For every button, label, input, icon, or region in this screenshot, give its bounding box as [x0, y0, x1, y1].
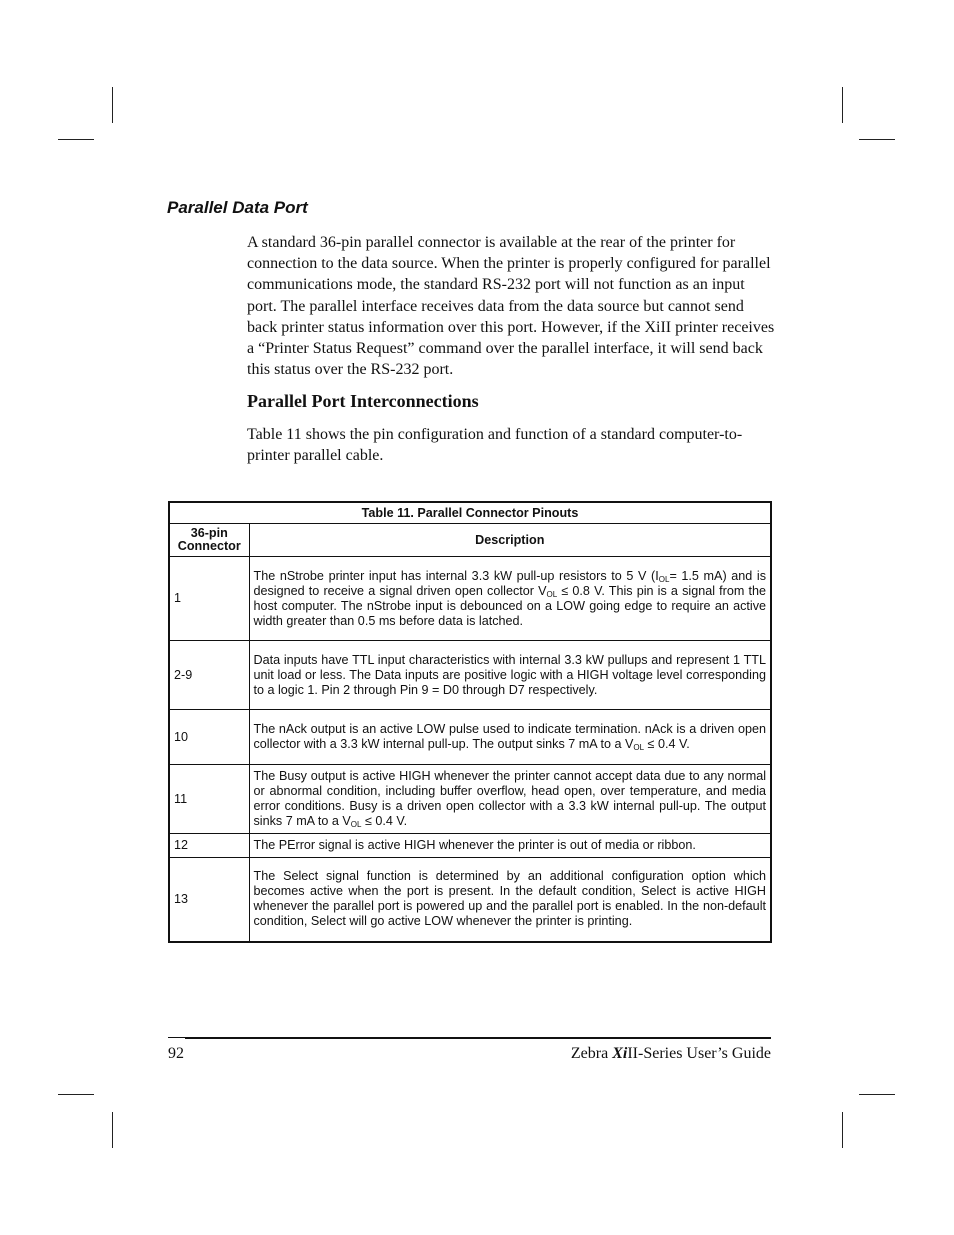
desc-text: The nStrobe printer input has internal 3.3 kW pull-up resistors to 5 V (I	[253, 568, 659, 583]
crop-mark	[859, 139, 895, 140]
subscript: OL	[633, 743, 645, 752]
pin-cell: 1	[169, 557, 249, 641]
pin-cell: 13	[169, 858, 249, 942]
guide-xi: Xi	[612, 1045, 628, 1062]
description-cell	[249, 710, 771, 765]
column-header-pin	[169, 524, 249, 557]
description-cell	[249, 641, 771, 710]
guide-prefix: Zebra	[570, 1045, 613, 1062]
subscript: OL	[658, 574, 670, 584]
desc-text: The Select signal function is determined by an additional configuration option which becomes active when the port is present. In the default condition, Select is active HIGH whenever the parallel port is powered up and the parallel port is enabled. In the non-default condition, Select will go active LOW whenever the printer is printing.	[253, 869, 766, 929]
subsection-title: Parallel Port Interconnections	[247, 391, 479, 411]
desc-text: Data inputs have TTL input characteristics with internal 3.3 kW pullups and represent 1 TTL unit load or less. The Data inputs are positive logic with a HIGH voltage level corresponding to a logic 1. Pin 2 through Pin 9 = D0 through D7 respectively.	[253, 652, 766, 697]
crop-mark	[112, 1112, 113, 1148]
table-row	[169, 710, 771, 765]
column-header-pin-line1: 36-pin	[190, 526, 228, 540]
crop-mark	[859, 1094, 895, 1095]
running-footer	[571, 1045, 771, 1063]
desc-text: ≤ 0.8 V. This pin is a signal from the host computer. The nStrobe input is debounced on a LOW going edge to require an active width greater than 0.5 ms before data is latched.	[253, 583, 767, 628]
guide-suffix: II-Series User’s Guide	[627, 1045, 771, 1062]
table-row	[169, 641, 771, 710]
description-cell	[249, 834, 771, 858]
description-cell	[249, 858, 771, 942]
desc-text: The nAck output is an active LOW pulse used to indicate termination. nAck is a driven open collector with a 3.3 kW internal pull-up. The output sinks 7 mA to a V	[253, 722, 766, 751]
table-row	[169, 858, 771, 942]
pin-cell: 2-9	[169, 641, 249, 710]
crop-mark	[112, 87, 113, 123]
desc-text: ≤ 0.4 V.	[647, 737, 690, 751]
description-cell	[249, 765, 771, 834]
table-row	[169, 834, 771, 858]
column-header-pin-line2: Connector	[177, 539, 241, 553]
desc-text: = 1.5 mA) and is designed to receive a signal driven open collector V	[253, 568, 766, 598]
subsection-paragraph-text: Table 11 shows the pin configuration and function of a standard computer-to-printer parallel cable.	[247, 426, 743, 465]
pin-cell: 11	[169, 765, 249, 834]
table-caption-row	[169, 502, 771, 524]
page-number: 92	[168, 1045, 184, 1062]
crop-mark	[842, 87, 843, 123]
description-cell	[249, 557, 771, 641]
column-header-description: Description	[249, 524, 771, 557]
subscript: OL	[350, 820, 362, 829]
pinouts-table	[168, 501, 772, 943]
table-row	[169, 765, 771, 834]
table-caption: Table 11. Parallel Connector Pinouts	[169, 502, 771, 524]
footer-rule	[168, 1037, 188, 1038]
crop-mark	[842, 1112, 843, 1148]
table-row	[169, 557, 771, 641]
desc-text: The Busy output is active HIGH whenever the printer cannot accept data due to any normal or abnormal condition, including buffer overflow, head open, over temperature, and media error conditions. Busy is a driven open collector with a 3.3 kW internal pull-up. The output sinks 7 mA to a V	[253, 769, 766, 828]
section-title: Parallel Data Port	[167, 198, 308, 217]
subscript: OL	[546, 589, 558, 599]
crop-mark	[58, 1094, 94, 1095]
intro-paragraph-text: A standard 36-pin parallel connector is available at the rear of the printer for connection to the data source. When the printer is properly configured for parallel communications mode, the standard RS-232 port will not function as an input port. The parallel interface receives data from the data source but cannot send back printer status information over this port. However, if the XiII printer receives a “Printer Status Request” command over the parallel interface, it will send back this status over the RS-232 port.	[247, 234, 775, 379]
desc-text: ≤ 0.4 V.	[364, 814, 408, 828]
table-header-row	[169, 524, 771, 557]
footer-rule	[185, 1037, 771, 1039]
pin-cell: 12	[169, 834, 249, 858]
intro-paragraph	[247, 232, 775, 380]
desc-text: The PError signal is active HIGH whenever the printer is out of media or ribbon.	[253, 838, 696, 852]
crop-mark	[58, 139, 94, 140]
subsection-paragraph	[247, 424, 775, 466]
pin-cell: 10	[169, 710, 249, 765]
